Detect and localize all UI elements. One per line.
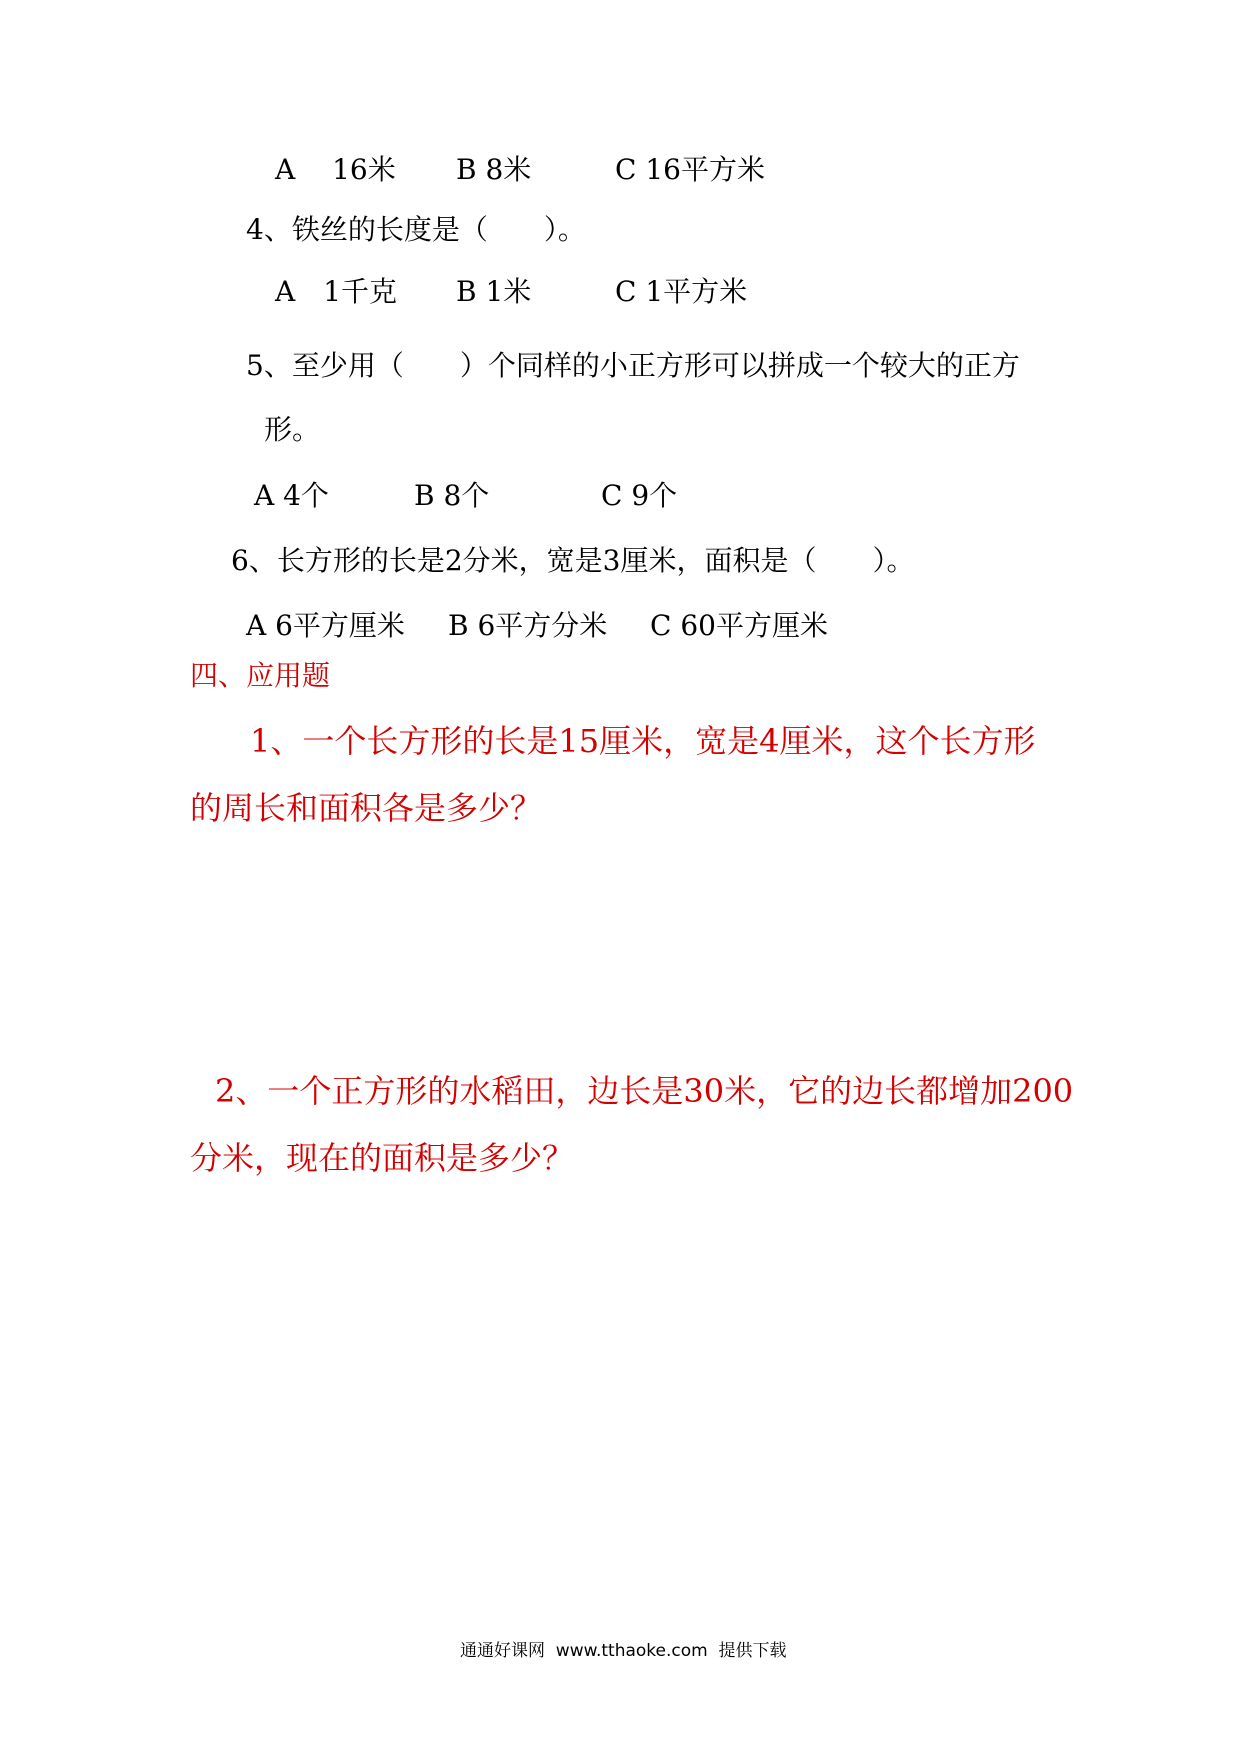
q5-question-line2: 形。: [264, 413, 321, 446]
q4-option-a: A 1千克: [275, 275, 398, 308]
problem-1-line1: 1、一个长方形的长是15厘米，宽是4厘米，这个长方形: [250, 722, 1036, 760]
section-heading: 四、应用题: [190, 659, 331, 692]
q5-option-c: C 9个: [601, 479, 678, 512]
q6-option-b: B 6平方分米: [448, 609, 608, 642]
q5-option-a: A 4个: [254, 479, 329, 512]
q5-question-line1: 5、至少用（ ）个同样的小正方形可以拼成一个较大的正方: [246, 349, 1020, 382]
problem-1-line2: 的周长和面积各是多少？: [190, 789, 543, 827]
q6-question: 6、长方形的长是2分米，宽是3厘米，面积是（ ）。: [231, 544, 915, 577]
q4-option-b: B 1米: [456, 275, 532, 308]
q3-option-a: A 16米: [275, 153, 396, 186]
q3-option-b: B 8米: [456, 153, 532, 186]
q3-option-c: C 16平方米: [615, 153, 765, 186]
q6-option-c: C 60平方厘米: [650, 609, 828, 642]
problem-2-line1: 2、一个正方形的水稻田，边长是30米，它的边长都增加200: [215, 1072, 1074, 1110]
page-footer: 通通好课网 www.tthaoke.com 提供下载: [460, 1641, 787, 1661]
q6-option-a: A 6平方厘米: [246, 609, 405, 642]
q5-option-b: B 8个: [414, 479, 490, 512]
problem-2-line2: 分米，现在的面积是多少？: [190, 1139, 575, 1177]
q4-question: 4、铁丝的长度是（ ）。: [246, 213, 586, 246]
q4-option-c: C 1平方米: [615, 275, 748, 308]
